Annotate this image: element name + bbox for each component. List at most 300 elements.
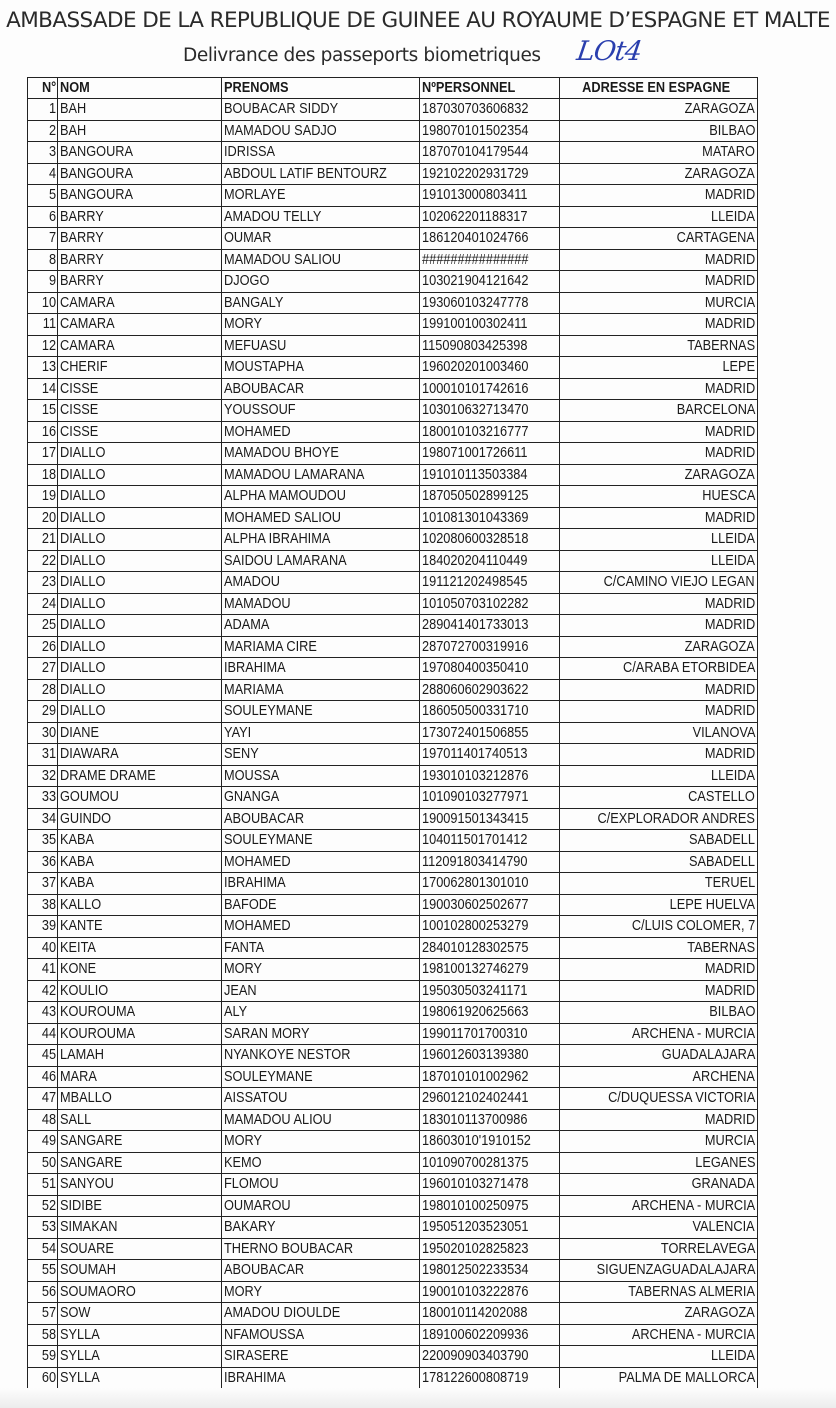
row-number: 41 (28, 959, 58, 981)
row-adresse: MADRID (560, 701, 758, 723)
table-row (28, 1152, 758, 1174)
row-numero-personnel: 199011701700310 (420, 1023, 560, 1045)
row-number: 47 (28, 1088, 58, 1110)
row-adresse: MADRID (560, 507, 758, 529)
table-row (28, 486, 758, 508)
row-nom: KONE (58, 959, 222, 981)
row-number: 56 (28, 1281, 58, 1303)
row-nom: MBALLO (58, 1088, 222, 1110)
table-row (28, 980, 758, 1002)
table-row (28, 1303, 758, 1325)
row-number: 43 (28, 1002, 58, 1024)
row-adresse: SABADELL (560, 851, 758, 873)
row-prenoms: FANTA (222, 937, 420, 959)
row-nom: SYLLA (58, 1346, 222, 1368)
row-nom: SOW (58, 1303, 222, 1325)
row-nom: BARRY (58, 206, 222, 228)
row-nom: DIALLO (58, 615, 222, 637)
row-prenoms: SAIDOU LAMARANA (222, 550, 420, 572)
row-nom: BANGOURA (58, 163, 222, 185)
header-personnel: NºPERSONNEL (420, 78, 560, 99)
row-nom: MARA (58, 1066, 222, 1088)
row-adresse: C/ARABA ETORBIDEA (560, 658, 758, 680)
table-row (28, 1174, 758, 1196)
table-row (28, 421, 758, 443)
row-numero-personnel: 103021904121642 (420, 271, 560, 293)
row-numero-personnel: 170062801301010 (420, 873, 560, 895)
row-number: 5 (28, 185, 58, 207)
row-nom: BARRY (58, 249, 222, 271)
row-adresse: MADRID (560, 959, 758, 981)
row-numero-personnel: 191010113503384 (420, 464, 560, 486)
row-number: 40 (28, 937, 58, 959)
table-row (28, 1217, 758, 1239)
table-row (28, 228, 758, 250)
row-number: 58 (28, 1324, 58, 1346)
row-prenoms: AMADOU TELLY (222, 206, 420, 228)
row-adresse: GUADALAJARA (560, 1045, 758, 1067)
row-adresse: HUESCA (560, 486, 758, 508)
row-numero-personnel: 180010114202088 (420, 1303, 560, 1325)
row-numero-personnel: 195051203523051 (420, 1217, 560, 1239)
row-number: 9 (28, 271, 58, 293)
row-adresse: VALENCIA (560, 1217, 758, 1239)
row-numero-personnel: 198012502233534 (420, 1260, 560, 1282)
row-numero-personnel: 193010103212876 (420, 765, 560, 787)
table-row (28, 1002, 758, 1024)
row-prenoms: NYANKOYE NESTOR (222, 1045, 420, 1067)
row-number: 50 (28, 1152, 58, 1174)
row-number: 27 (28, 658, 58, 680)
row-nom: DIALLO (58, 679, 222, 701)
row-number: 4 (28, 163, 58, 185)
row-prenoms: MOHAMED SALIOU (222, 507, 420, 529)
row-prenoms: ALPHA IBRAHIMA (222, 529, 420, 551)
row-nom: BARRY (58, 271, 222, 293)
row-nom: KALLO (58, 894, 222, 916)
table-row (28, 550, 758, 572)
table-row (28, 937, 758, 959)
row-number: 52 (28, 1195, 58, 1217)
table-row (28, 722, 758, 744)
row-nom: SANGARE (58, 1152, 222, 1174)
row-number: 48 (28, 1109, 58, 1131)
row-number: 39 (28, 916, 58, 938)
table-row (28, 1088, 758, 1110)
row-nom: DIALLO (58, 550, 222, 572)
row-adresse: VILANOVA (560, 722, 758, 744)
row-adresse: ARCHENA - MURCIA (560, 1195, 758, 1217)
row-number: 1 (28, 99, 58, 121)
row-number: 3 (28, 142, 58, 164)
table-row (28, 894, 758, 916)
table-body (28, 99, 758, 1389)
row-prenoms: ABOUBACAR (222, 808, 420, 830)
table-row (28, 873, 758, 895)
table-row (28, 701, 758, 723)
row-adresse: MADRID (560, 615, 758, 637)
row-nom: BANGOURA (58, 185, 222, 207)
row-numero-personnel: 183010113700986 (420, 1109, 560, 1131)
row-nom: SANGARE (58, 1131, 222, 1153)
row-nom: KOUROUMA (58, 1002, 222, 1024)
row-adresse: TABERNAS (560, 335, 758, 357)
row-prenoms: SOULEYMANE (222, 1066, 420, 1088)
row-prenoms: SOULEYMANE (222, 701, 420, 723)
row-nom: SOUMAH (58, 1260, 222, 1282)
row-adresse: MATARO (560, 142, 758, 164)
table-row (28, 1131, 758, 1153)
row-numero-personnel: 198070101502354 (420, 120, 560, 142)
row-adresse: TORRELAVEGA (560, 1238, 758, 1260)
row-numero-personnel: 198061920625663 (420, 1002, 560, 1024)
table-row (28, 1109, 758, 1131)
row-prenoms: ALPHA MAMOUDOU (222, 486, 420, 508)
row-adresse: C/LUIS COLOMER, 7 (560, 916, 758, 938)
row-number: 10 (28, 292, 58, 314)
passport-table (27, 77, 758, 1389)
row-nom: CAMARA (58, 314, 222, 336)
header-nom: NOM (58, 78, 222, 99)
table-row (28, 400, 758, 422)
row-prenoms: MAMADOU BHOYE (222, 443, 420, 465)
row-adresse: ARCHENA (560, 1066, 758, 1088)
row-number: 23 (28, 572, 58, 594)
row-number: 57 (28, 1303, 58, 1325)
row-numero-personnel: 187070104179544 (420, 142, 560, 164)
table-header-row (28, 78, 758, 99)
row-numero-personnel: 180010103216777 (420, 421, 560, 443)
table-row (28, 335, 758, 357)
table-row (28, 959, 758, 981)
row-prenoms: ABOUBACAR (222, 378, 420, 400)
row-prenoms: MOHAMED (222, 916, 420, 938)
row-prenoms: BOUBACAR SIDDY (222, 99, 420, 121)
row-adresse: MADRID (560, 679, 758, 701)
row-nom: KANTE (58, 916, 222, 938)
row-adresse: LEPE HUELVA (560, 894, 758, 916)
row-prenoms: BAFODE (222, 894, 420, 916)
row-nom: KOUROUMA (58, 1023, 222, 1045)
table-row (28, 1346, 758, 1368)
row-number: 25 (28, 615, 58, 637)
row-numero-personnel: 195020102825823 (420, 1238, 560, 1260)
row-nom: KABA (58, 830, 222, 852)
row-prenoms: AISSATOU (222, 1088, 420, 1110)
row-nom: CISSE (58, 400, 222, 422)
row-prenoms: ALY (222, 1002, 420, 1024)
row-adresse: C/DUQUESSA VICTORIA (560, 1088, 758, 1110)
row-numero-personnel: 196020201003460 (420, 357, 560, 379)
row-numero-personnel: 192102202931729 (420, 163, 560, 185)
row-number: 16 (28, 421, 58, 443)
row-adresse: ZARAGOZA (560, 1303, 758, 1325)
row-adresse: PALMA DE MALLORCA (560, 1367, 758, 1389)
row-nom: SIMAKAN (58, 1217, 222, 1239)
row-nom: SYLLA (58, 1324, 222, 1346)
row-adresse: LLEIDA (560, 1346, 758, 1368)
table-row (28, 916, 758, 938)
row-adresse: MADRID (560, 980, 758, 1002)
row-nom: BANGOURA (58, 142, 222, 164)
row-nom: BAH (58, 99, 222, 121)
row-numero-personnel: 101081301043369 (420, 507, 560, 529)
table-row (28, 1367, 758, 1389)
row-adresse: MADRID (560, 593, 758, 615)
row-numero-personnel: 112091803414790 (420, 851, 560, 873)
row-number: 18 (28, 464, 58, 486)
row-number: 14 (28, 378, 58, 400)
row-nom: SALL (58, 1109, 222, 1131)
row-adresse: MADRID (560, 443, 758, 465)
row-numero-personnel: ############### (420, 249, 560, 271)
row-numero-personnel: 102080600328518 (420, 529, 560, 551)
row-numero-personnel: 198100132746279 (420, 959, 560, 981)
header-number: N° (28, 78, 58, 99)
row-number: 45 (28, 1045, 58, 1067)
header-adresse: ADRESSE EN ESPAGNE (560, 78, 758, 99)
row-number: 22 (28, 550, 58, 572)
row-nom: CAMARA (58, 335, 222, 357)
row-numero-personnel: 101090700281375 (420, 1152, 560, 1174)
row-numero-personnel: 178122600808719 (420, 1367, 560, 1389)
row-numero-personnel: 197080400350410 (420, 658, 560, 680)
row-nom: DIAWARA (58, 744, 222, 766)
row-nom: SYLLA (58, 1367, 222, 1389)
row-numero-personnel: 104011501701412 (420, 830, 560, 852)
row-prenoms: YOUSSOUF (222, 400, 420, 422)
row-numero-personnel: 115090803425398 (420, 335, 560, 357)
row-prenoms: IBRAHIMA (222, 1367, 420, 1389)
row-number: 34 (28, 808, 58, 830)
row-number: 12 (28, 335, 58, 357)
row-adresse: C/EXPLORADOR ANDRES (560, 808, 758, 830)
row-number: 26 (28, 636, 58, 658)
row-number: 24 (28, 593, 58, 615)
row-prenoms: SOULEYMANE (222, 830, 420, 852)
row-numero-personnel: 101090103277971 (420, 787, 560, 809)
table-row (28, 378, 758, 400)
table-row (28, 1324, 758, 1346)
row-numero-personnel: 100102800253279 (420, 916, 560, 938)
row-numero-personnel: 186120401024766 (420, 228, 560, 250)
row-prenoms: SENY (222, 744, 420, 766)
row-adresse: TERUEL (560, 873, 758, 895)
row-prenoms: MAMADOU ALIOU (222, 1109, 420, 1131)
table-row (28, 787, 758, 809)
row-adresse: BILBAO (560, 120, 758, 142)
row-adresse: LLEIDA (560, 529, 758, 551)
row-nom: LAMAH (58, 1045, 222, 1067)
row-number: 53 (28, 1217, 58, 1239)
row-adresse: MURCIA (560, 292, 758, 314)
row-adresse: ZARAGOZA (560, 99, 758, 121)
row-numero-personnel: 191121202498545 (420, 572, 560, 594)
row-adresse: ZARAGOZA (560, 636, 758, 658)
table-row (28, 636, 758, 658)
row-numero-personnel: 289041401733013 (420, 615, 560, 637)
row-number: 35 (28, 830, 58, 852)
document-subtitle: Delivrance des passeports biometriques (183, 45, 541, 66)
row-number: 20 (28, 507, 58, 529)
row-adresse: MADRID (560, 271, 758, 293)
row-adresse: CASTELLO (560, 787, 758, 809)
table-row (28, 679, 758, 701)
row-numero-personnel: 195030503241171 (420, 980, 560, 1002)
row-prenoms: MEFUASU (222, 335, 420, 357)
row-adresse: LLEIDA (560, 550, 758, 572)
row-nom: CISSE (58, 421, 222, 443)
table-row (28, 1238, 758, 1260)
row-numero-personnel: 184020204110449 (420, 550, 560, 572)
row-number: 6 (28, 206, 58, 228)
row-prenoms: OUMAR (222, 228, 420, 250)
row-prenoms: SARAN MORY (222, 1023, 420, 1045)
row-adresse: SIGUENZAGUADALAJARA (560, 1260, 758, 1282)
row-nom: KEITA (58, 937, 222, 959)
table-row (28, 572, 758, 594)
row-nom: CISSE (58, 378, 222, 400)
row-adresse: ARCHENA - MURCIA (560, 1023, 758, 1045)
table-row (28, 529, 758, 551)
row-numero-personnel: 199100100302411 (420, 314, 560, 336)
table-row (28, 744, 758, 766)
row-numero-personnel: 18603010'1910152 (420, 1131, 560, 1153)
row-number: 11 (28, 314, 58, 336)
row-number: 38 (28, 894, 58, 916)
row-number: 29 (28, 701, 58, 723)
table-row (28, 464, 758, 486)
row-number: 28 (28, 679, 58, 701)
row-numero-personnel: 187050502899125 (420, 486, 560, 508)
row-prenoms: IDRISSA (222, 142, 420, 164)
row-number: 42 (28, 980, 58, 1002)
table-row (28, 658, 758, 680)
table-row (28, 593, 758, 615)
row-numero-personnel: 288060602903622 (420, 679, 560, 701)
table-row (28, 851, 758, 873)
row-prenoms: MOHAMED (222, 421, 420, 443)
row-nom: DIALLO (58, 443, 222, 465)
row-adresse: MADRID (560, 249, 758, 271)
row-number: 7 (28, 228, 58, 250)
row-nom: DIALLO (58, 572, 222, 594)
row-nom: BARRY (58, 228, 222, 250)
row-number: 51 (28, 1174, 58, 1196)
row-adresse: TABERNAS ALMERIA (560, 1281, 758, 1303)
row-prenoms: SIRASERE (222, 1346, 420, 1368)
row-prenoms: IBRAHIMA (222, 873, 420, 895)
row-adresse: ARCHENA - MURCIA (560, 1324, 758, 1346)
row-nom: DIALLO (58, 464, 222, 486)
row-adresse: LLEIDA (560, 765, 758, 787)
row-prenoms: ABOUBACAR (222, 1260, 420, 1282)
row-numero-personnel: 190091501343415 (420, 808, 560, 830)
row-nom: KABA (58, 873, 222, 895)
row-prenoms: MAMADOU SADJO (222, 120, 420, 142)
row-number: 60 (28, 1367, 58, 1389)
handwritten-lot-note: LOt4 (574, 36, 644, 67)
row-prenoms: MAMADOU LAMARANA (222, 464, 420, 486)
row-nom: DIALLO (58, 701, 222, 723)
row-numero-personnel: 296012102402441 (420, 1088, 560, 1110)
row-nom: DIANE (58, 722, 222, 744)
row-numero-personnel: 287072700319916 (420, 636, 560, 658)
row-adresse: BARCELONA (560, 400, 758, 422)
row-numero-personnel: 198071001726611 (420, 443, 560, 465)
row-nom: DIALLO (58, 507, 222, 529)
row-prenoms: MORY (222, 1281, 420, 1303)
row-prenoms: ADAMA (222, 615, 420, 637)
row-numero-personnel: 196012603139380 (420, 1045, 560, 1067)
row-prenoms: AMADOU (222, 572, 420, 594)
table-row (28, 163, 758, 185)
row-prenoms: MOHAMED (222, 851, 420, 873)
row-prenoms: AMADOU DIOULDE (222, 1303, 420, 1325)
row-adresse: CARTAGENA (560, 228, 758, 250)
row-number: 37 (28, 873, 58, 895)
row-nom: DIALLO (58, 593, 222, 615)
table-row (28, 1066, 758, 1088)
row-number: 59 (28, 1346, 58, 1368)
row-adresse: LLEIDA (560, 206, 758, 228)
row-numero-personnel: 196010103271478 (420, 1174, 560, 1196)
table-row (28, 507, 758, 529)
row-prenoms: NFAMOUSSA (222, 1324, 420, 1346)
row-numero-personnel: 197011401740513 (420, 744, 560, 766)
row-numero-personnel: 284010128302575 (420, 937, 560, 959)
row-nom: DRAME DRAME (58, 765, 222, 787)
row-numero-personnel: 193060103247778 (420, 292, 560, 314)
row-adresse: ZARAGOZA (560, 464, 758, 486)
row-prenoms: ABDOUL LATIF BENTOURZ (222, 163, 420, 185)
row-number: 21 (28, 529, 58, 551)
row-numero-personnel: 100010101742616 (420, 378, 560, 400)
row-prenoms: IBRAHIMA (222, 658, 420, 680)
row-prenoms: KEMO (222, 1152, 420, 1174)
row-adresse: SABADELL (560, 830, 758, 852)
table-row (28, 615, 758, 637)
table-row (28, 1045, 758, 1067)
row-adresse: MADRID (560, 185, 758, 207)
row-nom: SANYOU (58, 1174, 222, 1196)
row-adresse: LEPE (560, 357, 758, 379)
row-nom: SIDIBE (58, 1195, 222, 1217)
row-number: 44 (28, 1023, 58, 1045)
row-number: 30 (28, 722, 58, 744)
row-number: 33 (28, 787, 58, 809)
row-number: 15 (28, 400, 58, 422)
row-prenoms: YAYI (222, 722, 420, 744)
row-number: 19 (28, 486, 58, 508)
row-prenoms: GNANGA (222, 787, 420, 809)
table-row (28, 1195, 758, 1217)
row-numero-personnel: 187010101002962 (420, 1066, 560, 1088)
row-numero-personnel: 190030602502677 (420, 894, 560, 916)
row-nom: GUINDO (58, 808, 222, 830)
table-row (28, 443, 758, 465)
row-numero-personnel: 198010100250975 (420, 1195, 560, 1217)
table-row (28, 292, 758, 314)
row-prenoms: MAMADOU SALIOU (222, 249, 420, 271)
row-prenoms: MOUSTAPHA (222, 357, 420, 379)
row-prenoms: BAKARY (222, 1217, 420, 1239)
row-prenoms: DJOGO (222, 271, 420, 293)
table-row (28, 1260, 758, 1282)
row-adresse: MADRID (560, 1109, 758, 1131)
row-nom: SOUARE (58, 1238, 222, 1260)
row-numero-personnel: 173072401506855 (420, 722, 560, 744)
